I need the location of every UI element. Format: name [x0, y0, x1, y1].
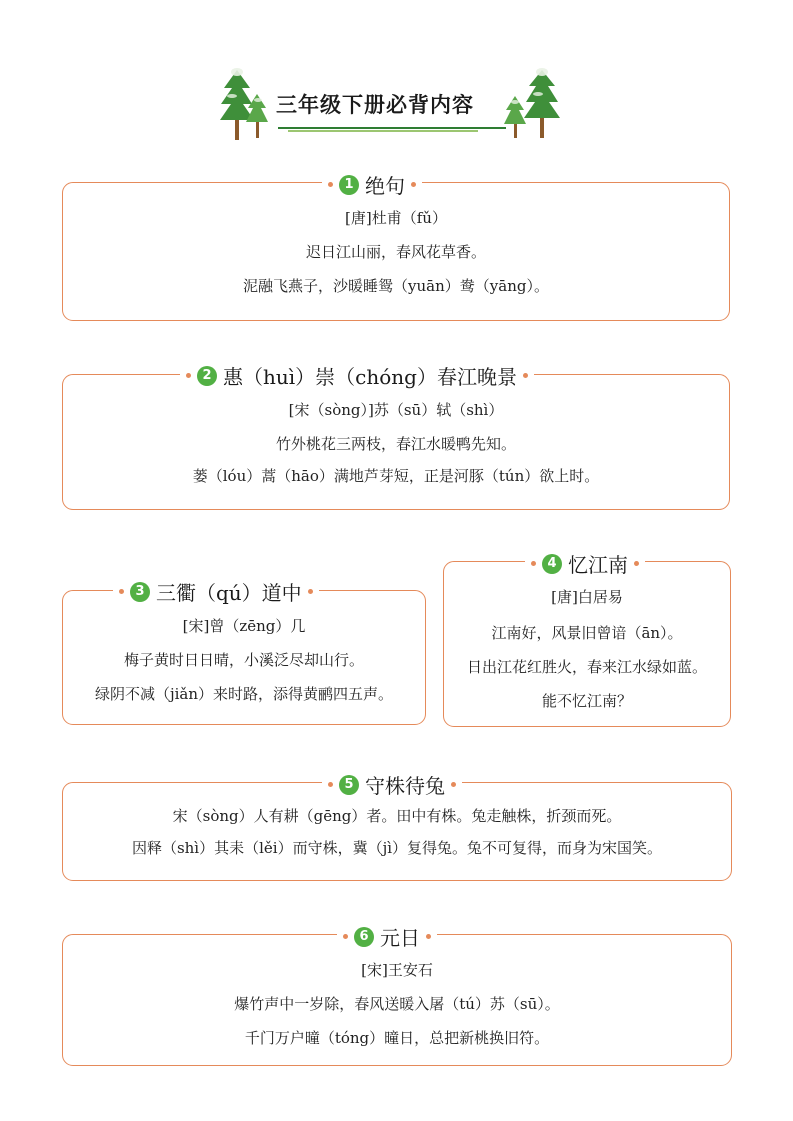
- poem-card-1: [62, 182, 730, 321]
- poem-1-title: 绝句: [365, 174, 405, 198]
- poem-5-heading: [322, 770, 462, 799]
- poem-4-number-badge: 4: [542, 554, 562, 574]
- poem-5-number-badge: 5: [339, 775, 359, 795]
- poem-4-line-3: 能不忆江南？: [541, 692, 632, 710]
- poem-card-3: [62, 590, 426, 725]
- poem-2-line-1: 竹外桃花三两枝，春江水暖鸭先知。: [275, 435, 516, 453]
- tree-illustration-left: [218, 66, 274, 142]
- poem-3-line-2: 绿阴不减（jiǎn）来时路，添得黄鹂四五声。: [94, 685, 394, 703]
- poem-2-author: [宋（sòng）]苏（sū）轼（shì）: [288, 401, 504, 419]
- poem-1-number-badge: 1: [339, 175, 359, 195]
- poem-4-line-1: 江南好，风景旧曾谙（ān）。: [491, 624, 683, 642]
- poem-card-2: [62, 374, 730, 510]
- poem-5-title: 守株待兔: [365, 774, 445, 798]
- poem-6-number-badge: 6: [354, 927, 374, 947]
- poem-3-number-badge: 3: [130, 582, 150, 602]
- poem-4-heading: [525, 549, 645, 578]
- poem-6-heading: [337, 922, 437, 951]
- poem-6-title: 元日: [380, 926, 420, 950]
- poem-1-heading: [322, 170, 422, 199]
- poem-1-line-2: 泥融飞燕子，沙暖睡鸳（yuān）鸯（yāng）。: [243, 277, 549, 295]
- poem-3-author: [宋]曾（zēng）几: [182, 617, 306, 635]
- poem-3-heading: [113, 577, 319, 606]
- poem-card-6: [62, 934, 732, 1066]
- poem-5-line-1: 宋（sòng）人有耕（gēng）者。田中有株。兔走触株，折颈而死。: [172, 807, 622, 825]
- poem-6-line-2: 千门万户曈（tóng）曈日，总把新桃换旧符。: [244, 1029, 550, 1047]
- poem-2-heading: [180, 361, 534, 390]
- poem-3-title: 三衢（qú）道中: [156, 581, 302, 605]
- title-underline: [278, 126, 506, 132]
- poem-6-line-1: 爆竹声中一岁除，春风送暖入屠（tú）苏（sū）。: [234, 995, 560, 1013]
- poem-1-author: [唐]杜甫（fǔ）: [345, 209, 447, 227]
- poem-2-number-badge: 2: [197, 366, 217, 386]
- poem-2-line-2: 蒌（lóu）蒿（hāo）满地芦芽短，正是河豚（tún）欲上时。: [192, 467, 600, 485]
- poem-5-line-2: 因释（shì）其耒（lěi）而守株，冀（jì）复得兔。兔不可复得，而身为宋国笑。: [131, 839, 663, 857]
- poem-1-line-1: 迟日江山丽，春风花草香。: [305, 243, 486, 261]
- poem-2-title: 惠（huì）崇（chóng）春江晚景: [223, 365, 517, 389]
- page-title: 三年级下册必背内容: [276, 93, 474, 117]
- poem-6-author: [宋]王安石: [361, 961, 433, 979]
- poem-card-4: [443, 561, 731, 727]
- poem-4-title: 忆江南: [568, 553, 628, 577]
- poem-3-line-1: 梅子黄时日日晴，小溪泛尽却山行。: [123, 651, 364, 669]
- poem-4-line-2: 日出江花红胜火，春来江水绿如蓝。: [466, 658, 707, 676]
- tree-illustration-right: [500, 66, 564, 142]
- poem-4-author: [唐]白居易: [551, 588, 623, 606]
